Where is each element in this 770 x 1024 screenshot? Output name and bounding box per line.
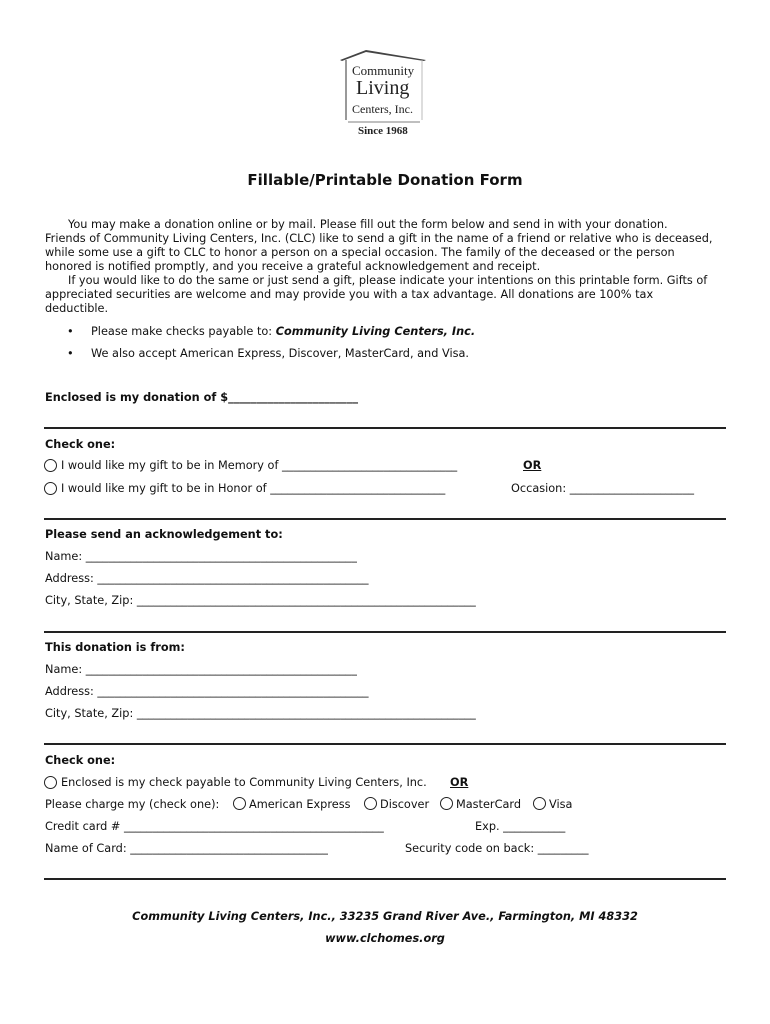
intro-line: Friends of Community Living Centers, Inc. (CLC) like to send a gift in the name of a friend or relative who is deceased, bbox=[45, 232, 713, 245]
check-option-label: Enclosed is my check payable to Community Living Centers, Inc. bbox=[61, 776, 427, 789]
ack-address-field[interactable]: Address: ________________________________________________ bbox=[45, 572, 369, 585]
intro-line: If you would like to do the same or just send a gift, please indicate your intentions on this printable form. Gifts of bbox=[68, 274, 708, 287]
security-code-field[interactable]: Security code on back: _________ bbox=[405, 842, 589, 855]
intro-line: while some use a gift to CLC to honor a person on a special occasion. The family of the deceased or the person bbox=[45, 246, 675, 259]
gift-or-label: OR bbox=[523, 459, 542, 472]
section-divider bbox=[44, 518, 726, 520]
credit-card-field[interactable]: Credit card # ______________________________________________ bbox=[45, 820, 384, 833]
discover-label: Discover bbox=[380, 798, 430, 811]
expiration-field[interactable]: Exp. ___________ bbox=[475, 820, 566, 833]
bullet-dot: • bbox=[67, 325, 74, 338]
section-divider bbox=[44, 631, 726, 633]
card-name-field[interactable]: Name of Card: ___________________________________ bbox=[45, 842, 328, 855]
mastercard-radio[interactable] bbox=[440, 797, 453, 810]
discover-radio[interactable] bbox=[364, 797, 377, 810]
acknowledgement-heading: Please send an acknowledgement to: bbox=[45, 528, 283, 541]
section-divider bbox=[44, 878, 726, 880]
donation-amount-field[interactable]: Enclosed is my donation of $_______________________ bbox=[45, 391, 358, 404]
logo-line-centers: Centers, Inc. bbox=[352, 102, 413, 116]
donor-heading: This donation is from: bbox=[45, 641, 185, 654]
bullet-cards-accepted: We also accept American Express, Discover, MasterCard, and Visa. bbox=[91, 347, 469, 360]
amex-radio[interactable] bbox=[233, 797, 246, 810]
donor-address-field[interactable]: Address: ________________________________________________ bbox=[45, 685, 369, 698]
clc-logo bbox=[334, 46, 434, 142]
logo-since: Since 1968 bbox=[358, 125, 408, 137]
logo-line-community: Community bbox=[352, 63, 415, 78]
memory-radio[interactable] bbox=[44, 459, 57, 472]
intro-line: You may make a donation online or by mail. Please fill out the form below and send in with your donation. bbox=[68, 218, 668, 231]
page-title: Fillable/Printable Donation Form bbox=[247, 171, 523, 189]
donor-name-field[interactable]: Name: ________________________________________________ bbox=[45, 663, 357, 676]
check-radio[interactable] bbox=[44, 776, 57, 789]
ack-name-field[interactable]: Name: ________________________________________________ bbox=[45, 550, 357, 563]
honor-field[interactable]: I would like my gift to be in Honor of _______________________________ bbox=[61, 482, 446, 495]
mastercard-label: MasterCard bbox=[456, 798, 522, 811]
footer-address: Community Living Centers, Inc., 33235 Grand River Ave., Farmington, MI 48332 bbox=[132, 910, 638, 923]
bullet-checks-payable: Please make checks payable to: Community Living Centers, Inc. bbox=[91, 325, 476, 338]
visa-label: Visa bbox=[549, 798, 573, 811]
logo-line-living: Living bbox=[356, 77, 410, 99]
footer-website[interactable]: www.clchomes.org bbox=[325, 932, 445, 945]
intro-line: honored is notified promptly, and you receive a grateful acknowledgement and receipt. bbox=[45, 260, 541, 273]
payment-or-label: OR bbox=[450, 776, 469, 789]
visa-radio[interactable] bbox=[533, 797, 546, 810]
occasion-field[interactable]: Occasion: ______________________ bbox=[511, 482, 694, 495]
amex-label: American Express bbox=[249, 798, 351, 811]
bullet-dot: • bbox=[67, 347, 74, 360]
section-divider bbox=[44, 743, 726, 745]
intro-line: appreciated securities are welcome and may provide you with a tax advantage. All donations are 100% tax bbox=[45, 288, 654, 301]
donor-city-field[interactable]: City, State, Zip: ____________________________________________________________ bbox=[45, 707, 476, 720]
honor-radio[interactable] bbox=[44, 482, 57, 495]
payment-heading: Check one: bbox=[45, 754, 116, 767]
memory-field[interactable]: I would like my gift to be in Memory of _______________________________ bbox=[61, 459, 458, 472]
ack-city-field[interactable]: City, State, Zip: ____________________________________________________________ bbox=[45, 594, 476, 607]
charge-label: Please charge my (check one): bbox=[45, 798, 220, 811]
gift-type-heading: Check one: bbox=[45, 438, 116, 451]
section-divider bbox=[44, 427, 726, 429]
intro-line: deductible. bbox=[45, 302, 109, 315]
